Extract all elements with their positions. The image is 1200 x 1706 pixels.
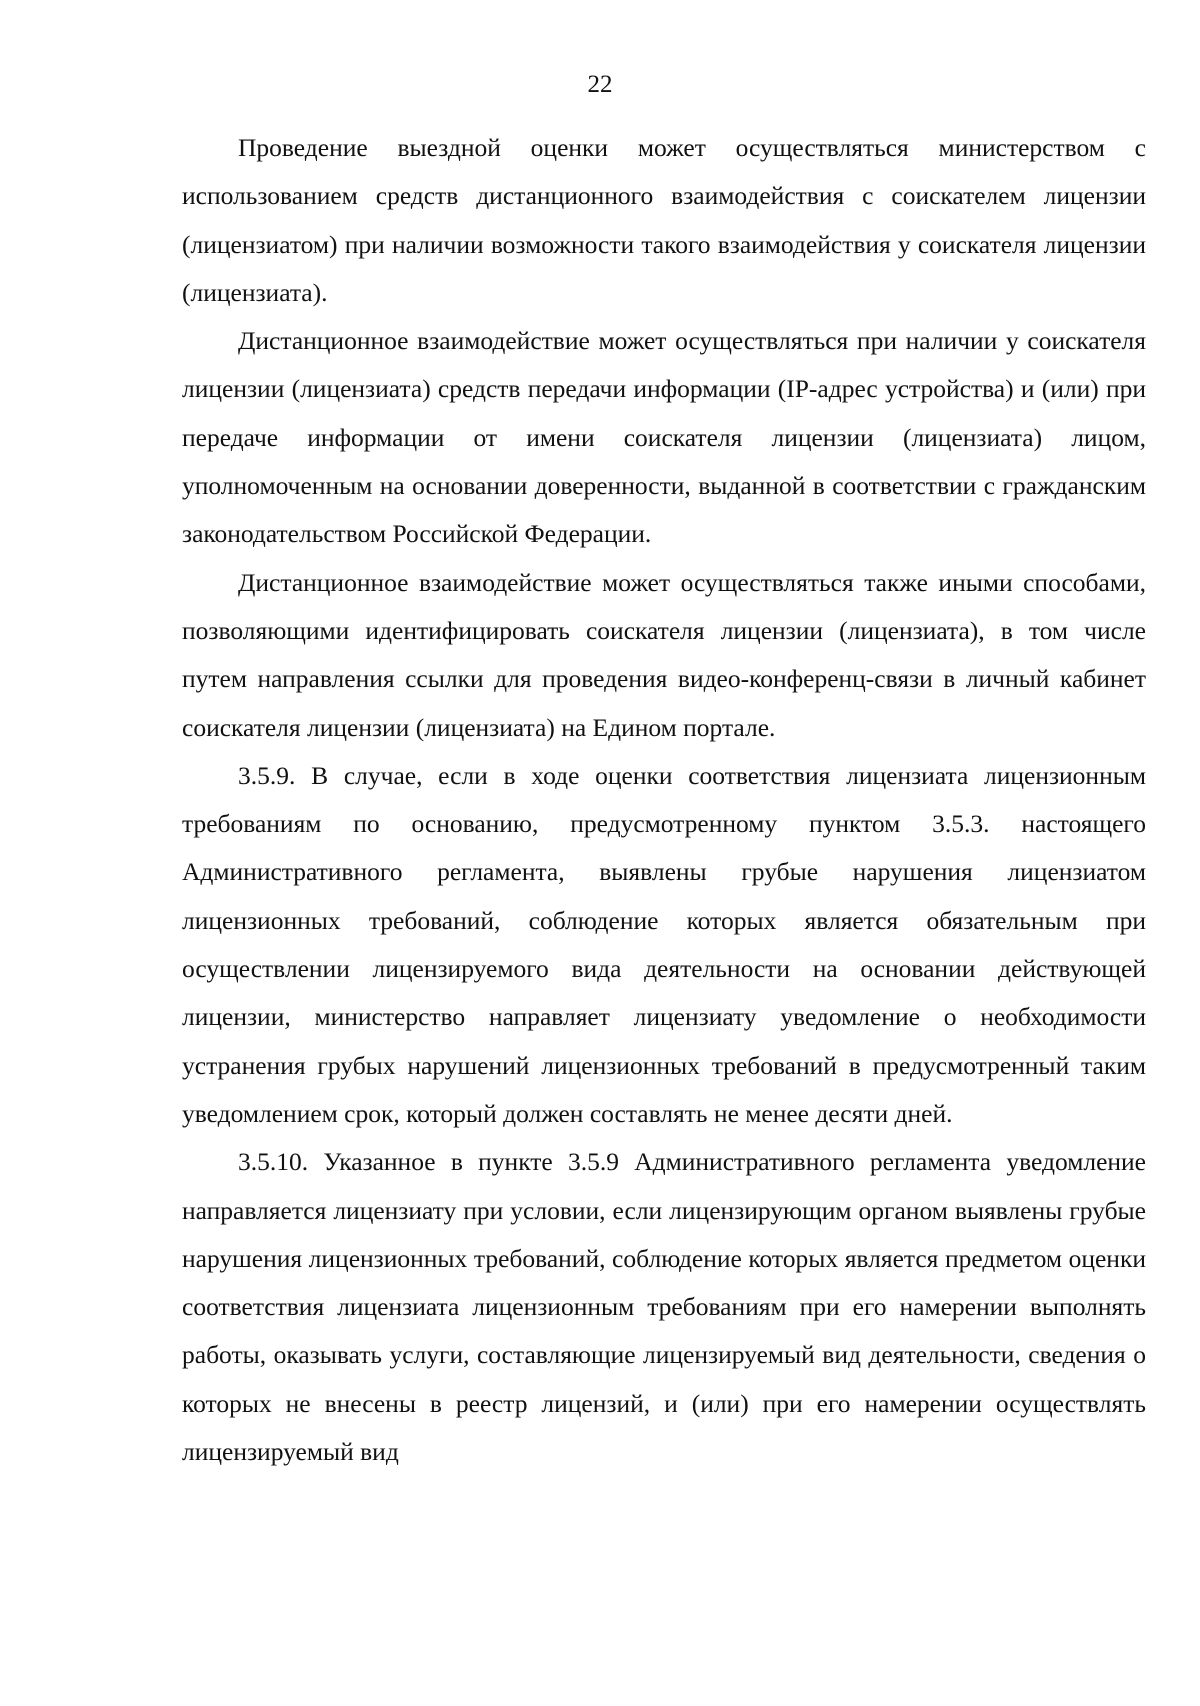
- page-number: 22: [587, 71, 613, 98]
- paragraph-remote-assessment: Проведение выездной оценки может осуществляться министерством с использованием средств дистанционного взаимодействия с соискателем лицензии (лицензиатом) при наличии возможности такого взаимодействия у соискателя лицензии (лицензиата).: [182, 133, 1146, 307]
- document-body: [182, 124, 1146, 1476]
- paragraph-remote-interaction-methods: Дистанционное взаимодействие может осуществляться также иными способами, позволяющими идентифицировать соискателя лицензии (лицензиата), в том числе путем направления ссылки для проведения видео-конференц-связи в личный кабинет соискателя лицензии (лицензиата) на Едином портале.: [182, 567, 1146, 742]
- paragraph-3-5-10: 3.5.10. Указанное в пункте 3.5.9 Административного регламента уведомление направляется лицензиату при условии, если лицензирующим органом выявлены грубые нарушения лицензионных требований, соблюдение которых является предметом оценки соответствия лицензиата лицензионным требованиям при его намерении выполнять работы, оказывать услуги, составляющие лицензируемый вид деятельности, сведения о которых не внесены в реестр лицензий, и (или) при его намерении осуществлять лицензируемый вид: [182, 1147, 1146, 1467]
- paragraph-3-5-9: 3.5.9. В случае, если в ходе оценки соответствия лицензиата лицензионным требованиям по основанию, предусмотренному пунктом 3.5.3. настоящего Административного регламента, выявлены грубые нарушения лицензиатом лицензионных требований, соблюдение которых является обязательным при осуществлении лицензируемого вида деятельности на основании действующей лицензии, министерство направляет лицензиату уведомление о необходимости устранения грубых нарушений лицензионных требований в предусмотренный таким уведомлением срок, который должен составлять не менее десяти дней.: [182, 760, 1146, 1128]
- paragraph-remote-interaction-conditions: Дистанционное взаимодействие может осуществляться при наличии у соискателя лицензии (лицензиата) средств передачи информации (IP-адрес устройства) и (или) при передаче информации от имени соискателя лицензии (лицензиата) лицом, уполномоченным на основании доверенности, выданной в соответствии с гражданским законодательством Российской Федерации.: [182, 326, 1146, 549]
